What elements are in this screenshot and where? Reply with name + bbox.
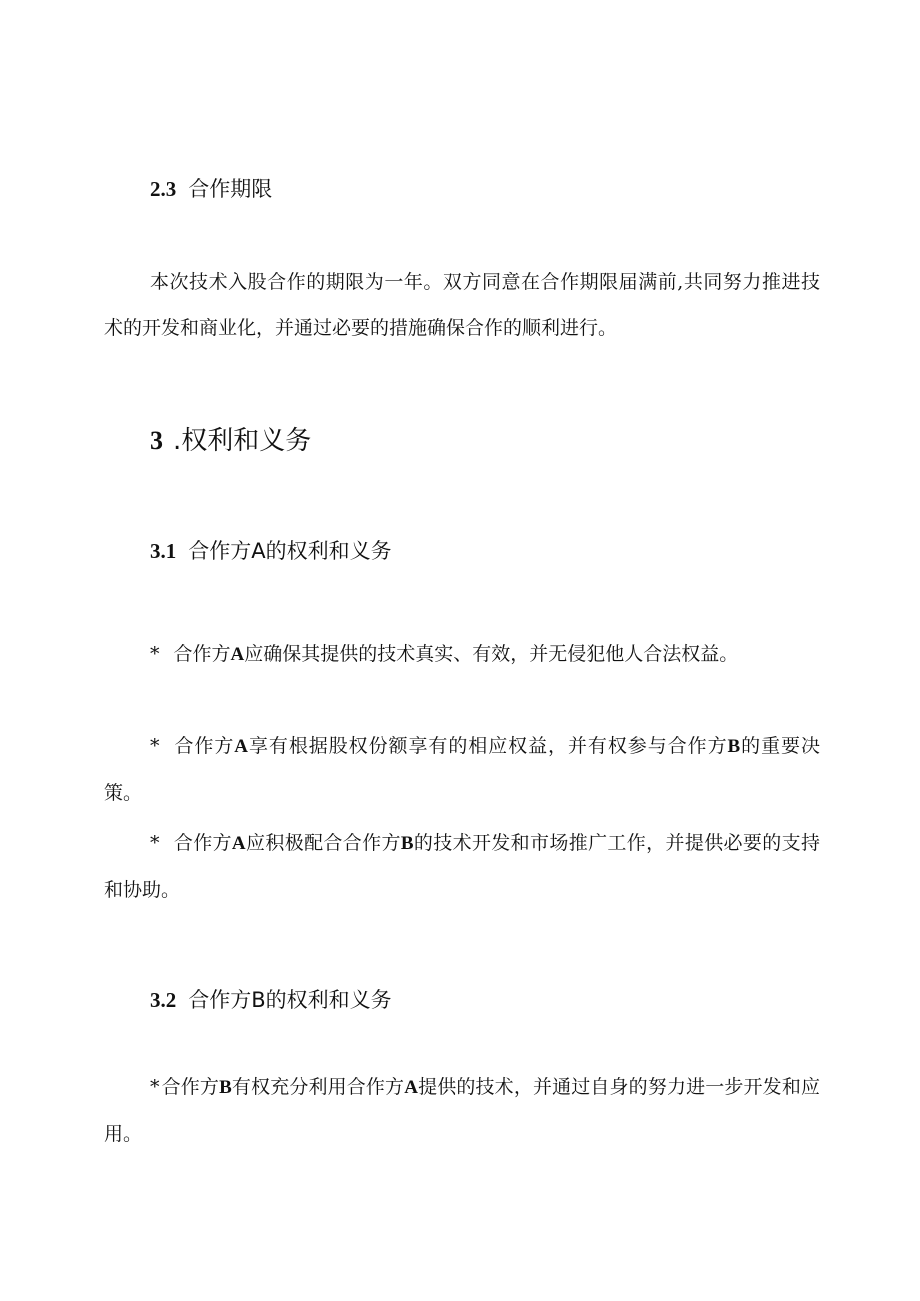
party-label: B <box>219 1077 232 1098</box>
party-label: A <box>230 644 245 665</box>
bullet-b-1 <box>104 1064 820 1157</box>
bullet-a-3 <box>104 820 820 913</box>
bullet-text: 应积极配合合作方 <box>245 832 401 854</box>
heading-title: 合作方B的权利和义务 <box>188 988 392 1012</box>
bullet-text: 有权充分利用合作方 <box>231 1076 405 1098</box>
bullet-marker: * <box>150 643 160 665</box>
heading-3-1 <box>150 536 392 566</box>
bullet-marker: * <box>150 735 160 757</box>
bullet-text: 应确保其提供的技术真实、有效，并无侵犯他人合法权益。 <box>244 643 739 665</box>
heading-title: .权利和义务 <box>173 426 312 456</box>
heading-number: 3 <box>150 426 163 455</box>
party-label: A <box>231 833 246 854</box>
bullet-text: 合作方 <box>173 735 235 757</box>
bullet-text: 合作方 <box>173 643 231 665</box>
bullet-a-2 <box>104 723 820 816</box>
bullet-marker: * <box>150 1076 160 1098</box>
heading-title: 合作方A的权利和义务 <box>188 539 392 563</box>
bullet-text: 享有根据股权份额享有的相应权益，并有权参与合作方 <box>248 735 728 757</box>
party-label: B <box>727 736 741 757</box>
heading-2-3 <box>150 174 272 204</box>
bullet-text: 合作方 <box>173 832 232 854</box>
heading-title: 合作期限 <box>188 177 273 201</box>
party-label: A <box>404 1077 418 1098</box>
heading-number: 2.3 <box>150 177 177 201</box>
heading-3-2 <box>150 985 392 1015</box>
bullet-a-1 <box>104 631 820 678</box>
party-label: A <box>234 736 248 757</box>
party-label: B <box>400 833 414 854</box>
heading-number: 3.1 <box>150 539 177 563</box>
heading-number: 3.2 <box>150 988 177 1012</box>
bullet-marker: * <box>150 832 160 854</box>
bullet-text: 的技术开发和市场推广工作，并提供必要的支持和协助。 <box>104 832 820 901</box>
paragraph-term: 本次技术入股合作的期限为一年。双方同意在合作期限届满前,共同努力推进技术的开发和商业化，并通过必要的措施确保合作的顺利进行。 <box>104 271 820 339</box>
bullet-text: 合作方 <box>161 1076 220 1098</box>
heading-3 <box>150 423 311 459</box>
bullet-text: 提供的技术，并通过自身的努力进一步开发和应用。 <box>104 1076 820 1145</box>
bullet-text: 的重要决策。 <box>104 735 820 804</box>
